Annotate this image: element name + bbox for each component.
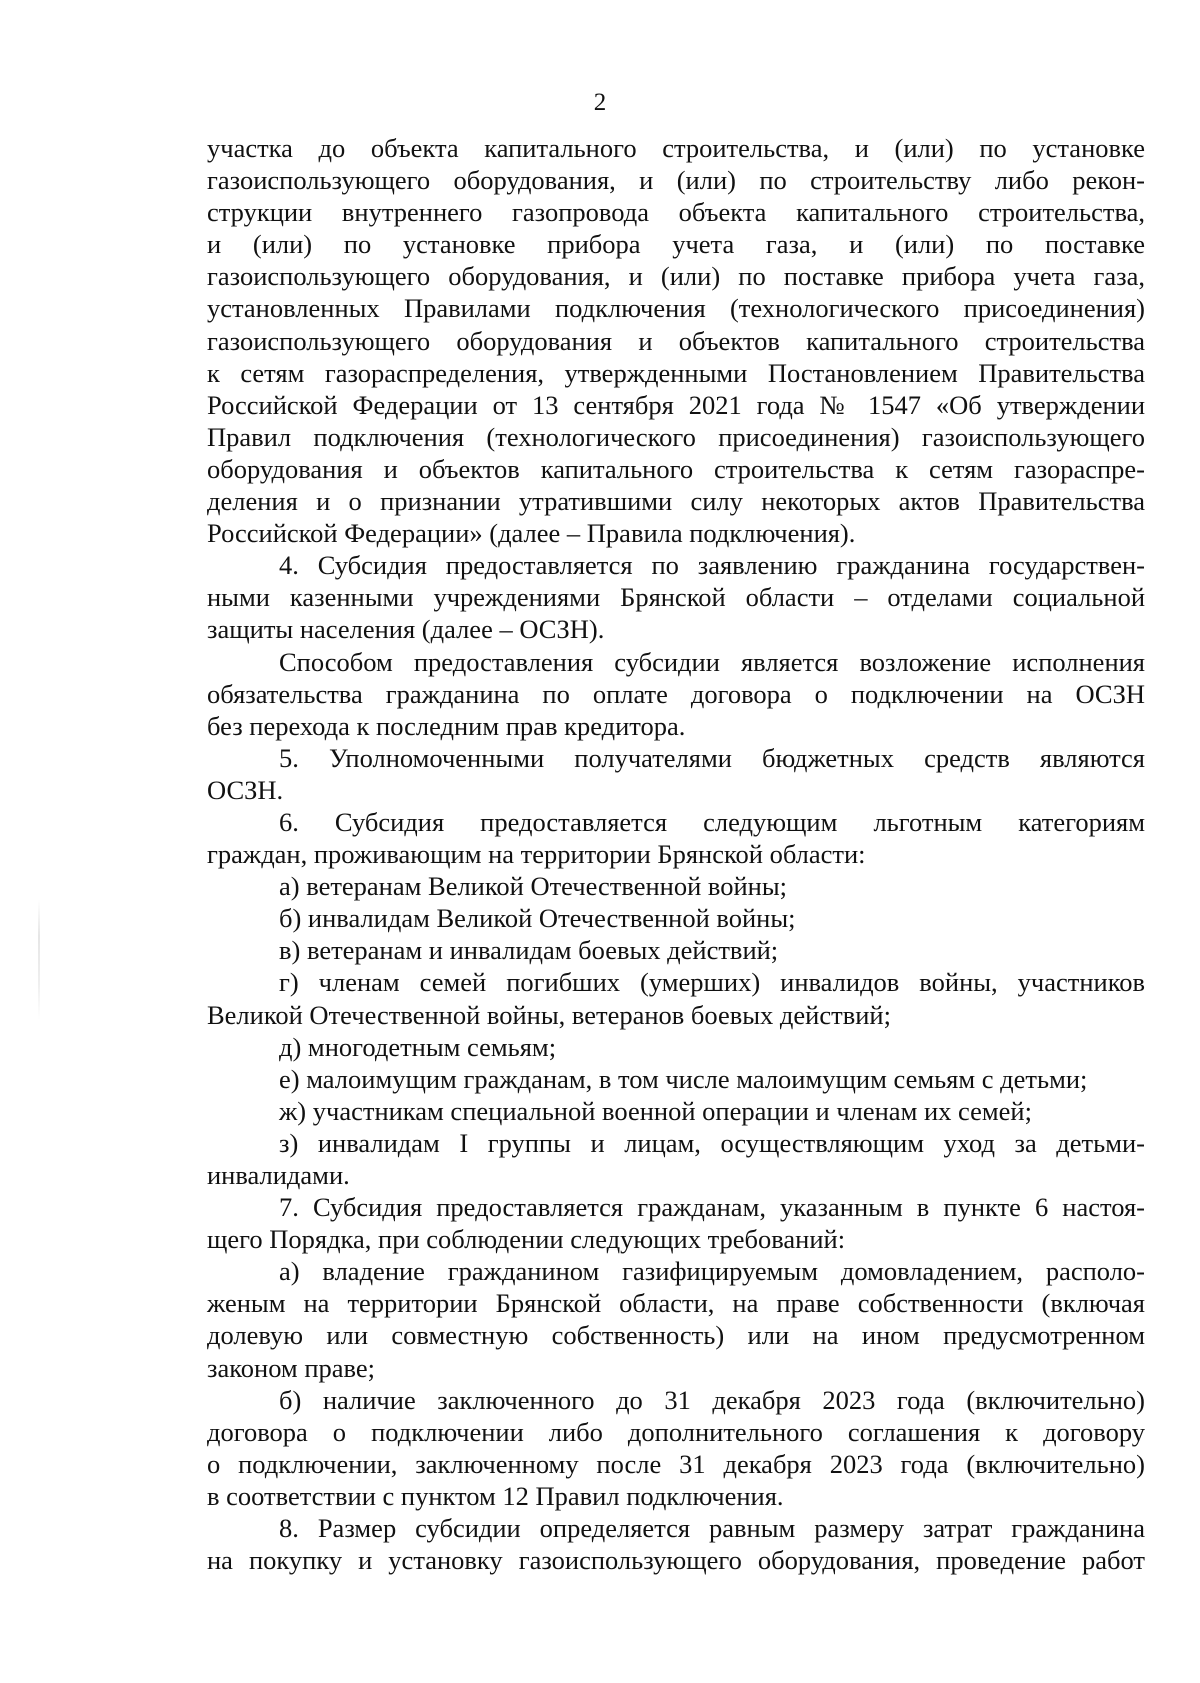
paragraph	[207, 966, 1145, 1030]
paragraph	[207, 902, 1145, 934]
text-line: газоиспользующего оборудования, и (или) по поставке прибора учета газа,	[207, 261, 1145, 292]
paragraph	[207, 1031, 1145, 1063]
document-body	[207, 132, 1145, 1576]
page-number: 2	[593, 89, 607, 116]
text-line: оборудования и объектов капитального строительства к сетям газораспре-	[207, 453, 1145, 484]
text-line: о подключении, заключенному после 31 декабря 2023 года (включительно)	[207, 1448, 1145, 1479]
paragraph	[207, 1512, 1145, 1576]
text-line: 7. Субсидия предоставляется гражданам, указанным в пункте 6 настоя-	[279, 1192, 1145, 1223]
text-line: б) инвалидам Великой Отечественной войны;	[279, 903, 796, 934]
text-line: граждан, проживающим на территории Брянской области:	[207, 839, 866, 870]
text-line: ОСЗН.	[207, 774, 284, 805]
text-line: а) владение гражданином газифицируемым домовладением, располо-	[279, 1256, 1145, 1287]
text-line: на покупку и установку газоиспользующего оборудования, проведение работ	[207, 1545, 1145, 1576]
text-line: 8. Размер субсидии определяется равным размеру затрат гражданина	[279, 1513, 1145, 1544]
text-line: 4. Субсидия предоставляется по заявлению гражданина государствен-	[279, 550, 1145, 581]
text-line: инвалидами.	[207, 1160, 350, 1190]
text-line: з) инвалидам I группы и лицам, осуществляющим уход за детьми-	[279, 1127, 1145, 1158]
text-line: законом праве;	[207, 1352, 376, 1383]
paragraph	[207, 549, 1145, 645]
text-line: Российской Федерации от 13 сентября 2021 года № 1547 «Об утверждении	[207, 389, 1145, 420]
text-line: е) малоимущим гражданам, в том числе малоимущим семьям с детьми;	[279, 1063, 1088, 1094]
text-line: а) ветеранам Великой Отечественной войны;	[279, 871, 788, 902]
paragraph	[207, 806, 1145, 870]
paragraph	[207, 870, 1145, 902]
text-line: женым на территории Брянской области, на праве собственности (включая	[207, 1288, 1145, 1319]
text-line: договора о подключении либо дополнительного соглашения к договору	[207, 1416, 1145, 1447]
paragraph	[207, 1255, 1145, 1383]
text-line: участка до объекта капитального строительства, и (или) по установке	[207, 133, 1145, 163]
text-line: без перехода к последним прав кредитора.	[207, 710, 686, 741]
text-line: газоиспользующего оборудования, и (или) по строительству либо рекон-	[207, 165, 1145, 196]
text-line: 5. Уполномоченными получателями бюджетных средств являются	[279, 742, 1145, 773]
paragraph	[207, 132, 1145, 549]
text-line: д) многодетным семьям;	[279, 1031, 557, 1062]
text-line: г) членам семей погибших (умерших) инвалидов войны, участников	[279, 967, 1145, 998]
text-line: в соответствии с пунктом 12 Правил подключения.	[207, 1480, 784, 1511]
paragraph	[207, 1191, 1145, 1255]
text-line: деления и о признании утратившими силу некоторых актов Правительства	[207, 486, 1145, 517]
text-line: газоиспользующего оборудования и объектов капитального строительства	[207, 325, 1145, 356]
paragraph	[207, 1095, 1145, 1127]
text-line: Правил подключения (технологического присоединения) газоиспользующего	[207, 421, 1145, 452]
text-line: ж) участникам специальной военной операции и членам их семей;	[279, 1095, 1032, 1126]
text-line: Способом предоставления субсидии является возложение исполнения	[279, 646, 1145, 677]
text-line: к сетям газораспределения, утвержденными Постановлением Правительства	[207, 357, 1145, 388]
paragraph	[207, 1384, 1145, 1512]
text-line: обязательства гражданина по оплате договора о подключении на ОСЗН	[207, 678, 1145, 709]
paragraph	[207, 646, 1145, 742]
paragraph	[207, 1063, 1145, 1095]
text-line: в) ветеранам и инвалидам боевых действий;	[279, 935, 779, 966]
paragraph	[207, 1127, 1145, 1191]
text-line: струкции внутреннего газопровода объекта капитального строительства,	[207, 197, 1145, 228]
text-line: долевую или совместную собственность) или на ином предусмотренном	[207, 1320, 1145, 1351]
text-line: установленных Правилами подключения (технологического присоединения)	[207, 293, 1145, 324]
paragraph	[207, 934, 1145, 966]
text-line: и (или) по установке прибора учета газа, и (или) по поставке	[207, 229, 1145, 260]
text-line: щего Порядка, при соблюдении следующих требований:	[207, 1224, 846, 1255]
text-line: защиты населения (далее – ОСЗН).	[207, 614, 605, 645]
text-line: ными казенными учреждениями Брянской области – отделами социальной	[207, 582, 1145, 613]
text-line: Российской Федерации» (далее – Правила подключения).	[207, 518, 856, 549]
text-line: Великой Отечественной войны, ветеранов боевых действий;	[207, 999, 891, 1030]
text-line: б) наличие заключенного до 31 декабря 2023 года (включительно)	[279, 1384, 1145, 1415]
scan-artifact	[38, 900, 40, 1020]
text-line: 6. Субсидия предоставляется следующим льготным категориям	[279, 806, 1145, 837]
paragraph	[207, 742, 1145, 806]
